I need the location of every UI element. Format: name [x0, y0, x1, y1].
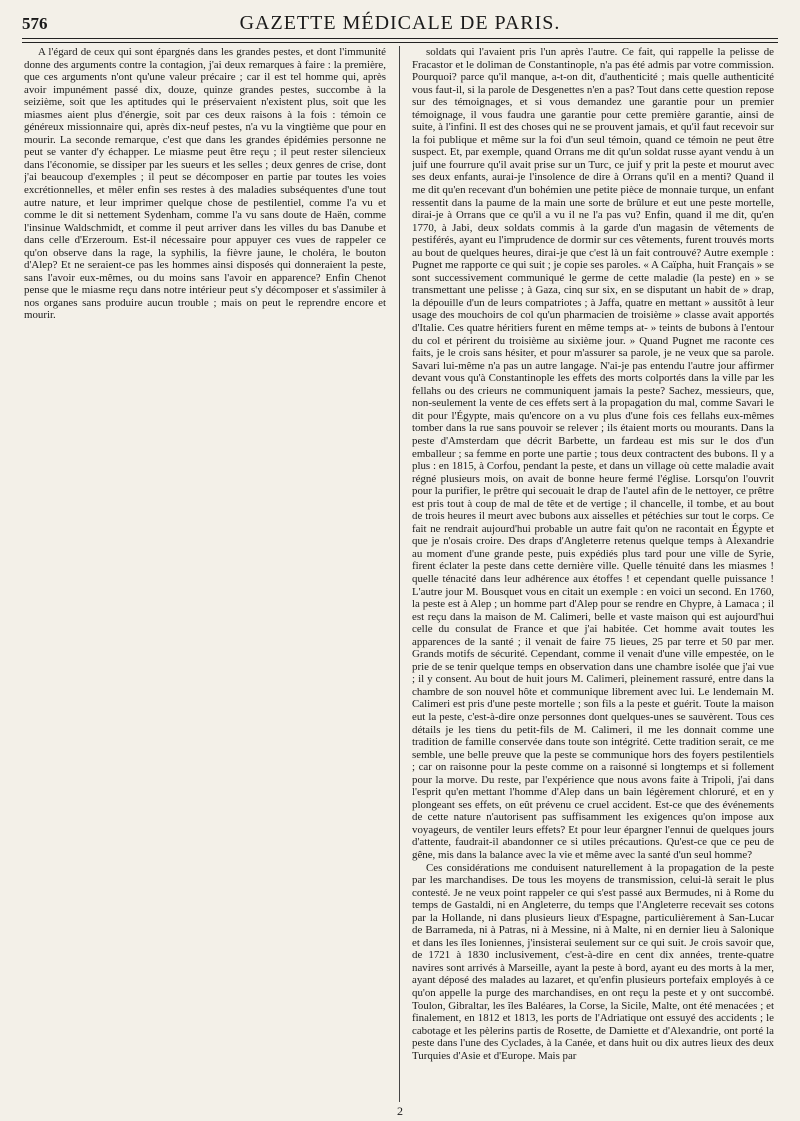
page-header [22, 10, 778, 38]
paragraph: soldats qui l'avaient pris l'un après l'autre. Ce fait, qui rappelle la pelisse de Fracastor et le doliman de Constantinople, n'a pas été admis par votre commission. Pourquoi? parce qu'il manque, a-t-on dit, d'authenticité ; mais quelle authenticité vous faut-il, si la parole de Desgenettes n'en a pas? Tout dans cette question repose sur des témoignages, et si vous demandez une garantie pour un premier témoignage, il vous faudra une garantie pour cette première garantie, ainsi de suite, à l'infini. Il est des choses qui ne se prouvent jamais, et qu'il faut recevoir sur la foi publique et même sur la foi d'un seul témoin, quand ce témoin ne peut être suspect. Et, par exemple, quand Orrans me dit qu'un soldat russe ayant vendu à un juif une fourrure qu'il avait prise sur un Turc, ce juif y prit la peste et mourut avec ses deux enfants, aurai-je l'insolence de dire à Orrans qu'il en a menti? Quand il me dit qu'en recevant d'un bohémien une petite pièce de monnaie turque, un enfant ressentit dans la paume de la main une sorte de brûlure et eut une peste mortelle, dirai-je à Orrans que ce qu'il a vu il ne l'a pas vu? Enfin, quand il me dit, qu'en 1770, à Jabi, deux soldats commis à la garde d'un magasin de vêtements de pestiférés, ayant eu l'imprudence de dormir sur ces vêtements, furent trouvés morts au bout de quelques heures, dirai-je que c'est là un fait controuvé? Autre exemple : Pugnet me rapporte ce qui suit ; je copie ses paroles. « A Caïpha, huit Français » se sont successivement communiqué le germe de cette maladie (la peste) en » se transmettant une pelisse ; à Gaza, cinq sur six, en se disputant un habit de » drap, la dépouille d'un de leurs compatriotes ; à Jaffa, quatre en mettant » aussitôt à leur usage des mouchoirs de col qu'un pharmacien de troisième » classe avait apportés d'Italie. Ces quatre héritiers furent en même temps at- » teints de bubons à l'entour du col et périrent du troisième au sixième jour. » Quand Pugnet me raconte ces faits, je le crois sans hésiter, et pour m'assurer sa parole, je ne veux que sa parole. Savari lui-même n'a pas un autre langage. N'ai-je pas entendu l'autre jour affirmer devant vous qu'à Constantinople les effets des morts colportés dans la ville par les fellahs ou des crieurs ne communiquent jamais la peste? Sachez, messieurs, que, non-seulement la vente de ces effets sert à la propagation du mal, comme Savari le dit pour l'Égypte, mais qu'encore on a vu plus d'une fois ces fellahs eux-mêmes tomber dans la rue sans pouvoir se relever ; ils étaient morts ou mourants. Dans la peste d'Amsterdam que décrit Barbette, un fardeau est mis sur le dos d'un emballeur ; sa femme en porte une partie ; tous deux contractent des bubons. Il y a plus : en 1815, à Corfou, pendant la peste, et dans un village où cette maladie avait régné plusieurs mois, on avait de bonne heure fermé l'église. Lorsqu'on l'ouvrit pour la purifier, le prêtre qui secouait le drap de l'autel afin de le nettoyer, ce prêtre est pris tout à coup de mal de tête et de vertige ; il chancelle, il tombe, et au bout de trois heures il meurt avec bubons aux aisselles et pétéchies sur tout le corps. Ce fait ne rendrait aujourd'hui probable un autre fait qu'on ne racontait en Égypte et que je n'osais croire. Des draps d'Angleterre retenus quelque temps à Alexandrie au moment d'une grande peste, puis expédiés plus tard pour une ville de Syrie, firent éclater la peste dans cette dernière ville. Quelle ténuité dans les miasmes ! quelle ténacité dans leur adhérence aux étoffes ! et cependant quelle puissance ! L'autre jour M. Bousquet vous en citait un exemple : en voici un second. En 1760, la peste est à Alep ; un homme part d'Alep pour se rendre en Chypre, à Lamaca ; il est reçu dans la maison de M. Calimeri, belle et vaste maison qui est aujourd'hui celle du consulat de France et que j'ai habitée. Cet homme avait toutes les apparences de la santé ; il venait de faire 75 lieues, 25 par terre et 50 par mer. Grands motifs de sécurité. Cependant, comme il venait d'une ville empestée, on le prie de se tenir quelque temps en observation dans une chambre isolée que j'ai vue ; il y consent. Au bout de huit jours M. Calimeri, pleinement rassuré, entre dans la chambre de son nouvel hôte et communique librement avec lui. Le lendemain M. Calimeri est pris d'une peste mortelle ; son fils a la peste et guérit. Toute la maison eut la peste, c'est-à-dire onze personnes dont quelques-unes se sauvèrent. Tous ces détails je les tiens du petit-fils de M. Calimeri, il me les donnait comme une tradition de famille conservée dans toute son intégrité. Cette tradition serait, ce me semble, une belle preuve que la peste se communique hors des foyers pestilentiels ; car on raisonne pour la peste comme on a raisonné si longtemps et si follement pour la morve. Du reste, par l'expérience que nous avons faite à Tripoli, j'ai dans l'esprit qu'en mettant l'homme d'Alep dans un bain légèrement chloruré, et en y plongeant ses effets, on eût prévenu ce cruel accident. Est-ce que des événements de cette nature n'autorisent pas suffisamment les exigences qu'on impose aux voyageurs, de ventiler leurs effets? Et pour leur épargner l'ennui de quelques jours d'attente, faudrait-il abandonner ce si utiles précautions. Qu'est-ce que ce peu de gêne, mis dans la balance avec la vie et même avec la santé d'un seul homme? [412, 46, 774, 861]
footer-mark: 2 [397, 1104, 403, 1118]
journal-title: GAZETTE MÉDICALE DE PARIS. [239, 12, 561, 34]
paragraph: Ces considérations me conduisent naturellement à la propagation de la peste par les marchandises. De tous les moyens de transmission, celui-là serait le plus contesté. Je ne veux point rappeler ce qui s'est passé aux Bermudes, ni à Rome du temps de Gastaldi, ni en Angleterre, du temps que l'Angleterre recevait ses cotons par la Hollande, ni dans plusieurs lieux d'Espagne, particulièrement à San-Lucar de Barrameda, ni à Patras, ni à Messine, ni à Malte, ni en dernier lieu à Salonique et dans les îles Ioniennes, j'insisterai seulement sur ce qui suit. Je crois savoir que, de 1721 à 1830 inclusivement, c'est-à-dire en cent dix années, trente-quatre navires sont arrivés à Marseille, ayant la peste à bord, ayant eu des morts à la mer, ayant déposé des malades au lazaret, et qu'enfin plusieurs portefaix employés à ce qu'on appelle la purge des marchandises, en ont reçu la peste et y ont succombé. Toulon, Gibraltar, les îles Baléares, la Corse, la Sicile, Malte, ont été menacées ; et finalement, en 1812 et 1813, les ports de l'Adriatique ont essuyé des accidents ; le cabotage et les pèlerins partis de Rosette, de Damiette et d'Alexandrie, ont porté la peste dans l'une des Cyclades, à la Canée, et dans huit ou dix autres lieux des deux Turquies d'Asie et d'Europe. Mais par [412, 861, 774, 1062]
paragraph: A l'égard de ceux qui sont épargnés dans les grandes pestes, et dont l'immunité donne des arguments contre la contagion, j'ai deux remarques à faire : la première, que ces arguments n'ont qu'une valeur précaire ; car il est tel homme qui, après avoir impunément passé dix, douze, quinze grandes pestes, succombe à la seizième, soit que les aptitudes qui le préservaient n'existent plus, soit que les miasmes aient plus d'énergie, soit par ces deux raisons à la fois : témoin ce généreux missionnaire qui, après dix-neuf pestes, n'a vu la vingtième que pour en mourir. La seconde remarque, c'est que dans les grandes épidémies personne ne peut se vanter d'y échapper. Le miasme peut être reçu ; il peut rester silencieux dans l'économie, se dissiper par les sueurs et les selles ; deux genres de crise, dont j'ai beaucoup d'exemples ; il peut se décomposer en partie par toutes les voies excrétionnelles, et mêler enfin ses restes à des maladies subséquentes d'une tout autre nature, et leur imprimer quelque chose de pestilentiel, comme l'a vu et comme le dit si nettement Sydenham, comme l'a vu sans doute de Haën, comme l'insinue Waldschmidt, et comme il peut arriver dans les villes du bas Danube et dans celle d'Erzeroum. Est-il nécessaire pour appuyer ces vues de rappeler ce qu'on observe dans la rage, la syphilis, la fièvre jaune, le choléra, le bouton d'Alep? Et ne seraient-ce pas les hommes ainsi disposés qui donneraient la peste, sans l'avoir eux-mêmes, ou du moins sans l'avoir en apparence? Enfin Chenot pense que le miasme reçu dans notre intérieur peut s'y décomposer et s'assimiler à nos organes sans produire aucun trouble ; mais on peut le reprendre encore et mourir. [24, 46, 386, 322]
header-rule [22, 38, 778, 43]
left-column [24, 46, 386, 1102]
column-divider [399, 46, 400, 1102]
right-column [412, 46, 774, 1102]
page-number: 576 [22, 14, 48, 33]
